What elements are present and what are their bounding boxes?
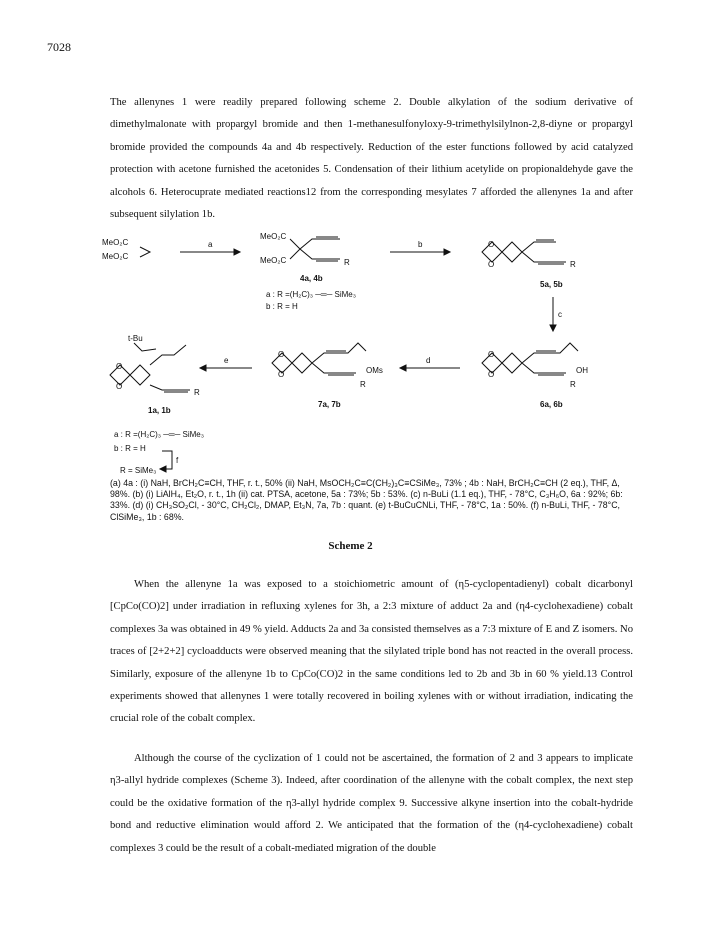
compound-5-label: 5a, 5b xyxy=(540,280,563,289)
arrow-b-label: b xyxy=(418,240,423,249)
arrow-d-head xyxy=(400,365,406,371)
compound-6-o-2: O xyxy=(488,370,495,379)
paragraph-mechanism xyxy=(110,748,633,860)
compound-6-oh: OH xyxy=(576,366,588,375)
compound-5-r: R xyxy=(570,260,576,269)
arrow-a-label: a xyxy=(208,240,213,249)
compound-4-r: R xyxy=(344,258,350,267)
compound-5-o-1: O xyxy=(488,240,495,249)
arrow-c-head xyxy=(550,325,556,331)
compound-4a-definition: a : R =(H₂C)₃ ─═─ SiMe₃ xyxy=(266,290,356,299)
compound-7-o-2: O xyxy=(278,370,285,379)
arrow-f-label: f xyxy=(176,456,179,465)
malonate-label-1: MeO₂C xyxy=(102,238,129,247)
arrow-e-label: e xyxy=(224,356,229,365)
compound-7-bonds xyxy=(272,343,366,373)
compound-1-o-2: O xyxy=(116,382,123,391)
compound-1a-definition: a : R =(H₂C)₃ ─═─ SiMe₃ xyxy=(114,430,204,439)
compound-1b-definition-2: R = SiMe₃ xyxy=(120,466,157,475)
malonate-label-2: MeO₂C xyxy=(102,252,129,261)
compound-7-o-1: O xyxy=(278,350,285,359)
compound-4-label-ester-1: MeO₂C xyxy=(260,232,287,241)
compound-6-o-1: O xyxy=(488,350,495,359)
compound-1-r: R xyxy=(194,388,200,397)
paragraph-mechanism-text: Although the course of the cyclization of 1 could not be ascertained, the formation of 2 and 3 appears to implicate η3-allyl hydride complexes (Scheme 3). Indeed, after coordination of the allenyne with the cobalt complex, the next step could be the oxidative formation of the η3-allyl hydride complex 9. Successive alkyne insertion into the cobalt-hydride bond and reductive elimination would afford 2. We anticipated that the formation of the (η4-cyclohexadiene) cobalt complexes 3 could be the result of a cobalt-mediated migration of the double xyxy=(110,753,633,854)
compound-6-bonds xyxy=(482,343,578,373)
compound-7-r: R xyxy=(360,380,366,389)
compound-1-label: 1a, 1b xyxy=(148,406,171,415)
compound-7-label: 7a, 7b xyxy=(318,400,341,409)
compound-7-oms: OMs xyxy=(366,366,383,375)
paragraph-intro: The allenynes 1 were readily prepared following scheme 2. Double alkylation of the sodium derivative of dimethylmalonate with propargyl bromide and then 1-methanesulfonyloxy-9-trimethylsilylnon-2,8-diyne or propargyl bromide provided the compounds 4a and 4b respectively. Reduction of the ester functions followed by acid catalyzed protection with acetone furnished the acetonides 5. Condensation of their lithium acetylide on propionaldehyde gave the alcohols 6. Heterocuprate mediated reactions12 from the corresponding mesylates 7 afforded the allenynes 1a and after subsequent silylation 1b. xyxy=(110,97,633,221)
tbu-bonds xyxy=(134,343,156,351)
arrow-b-head xyxy=(444,249,450,255)
compound-4b-definition: b : R = H xyxy=(266,302,298,311)
paragraph-results xyxy=(110,574,633,731)
arrow-a-head xyxy=(234,249,240,255)
paragraph-results-text: When the allenyne 1a was exposed to a stoichiometric amount of (η5-cyclopentadienyl) cobalt dicarbonyl [CpCo(CO)2] under irradiation in refluxing xylenes for 3h, a 2:3 mixture of adduct 2a and (η4-cyclohexadiene) cobalt complexes 3a was obtained in 49 % yield. Adducts 2a and 3a consisted themselves as a 7:3 mixture of E and Z isomers. No traces of [2+2+2] cycloadducts were observed meaning that the silylated triple bond has not reacted in the overall process. Similarly, exposure of the allenyne 1b to CpCo(CO)2 in the same conditions led to 2b and 3b in 60 % yield.13 Control experiments showed that allenynes 1 were totally recovered in boiling xylenes with or without irradiation, indicating the crucial role of the cobalt complex. xyxy=(110,579,633,725)
scheme-caption: (a) 4a : (i) NaH, BrCH₂C≡CH, THF, r. t., 50% (ii) NaH, MsOCH₂C≡C(CH₂)₃C≡CSiMe₃, 73% ; 4b : NaH, BrCH₂C≡CH (2 eq.), THF, Δ, 98%. (b) (i) LiAlH₄, Et₂O, r. t., 1h (ii) cat. PTSA, acetone, 5a : 73%; 5b : 53%. (c) n-BuLi (1.1 eq.), THF, - 78°C, C₃H₆O, 6a : 92%; 6b: 33%. (d) (i) CH₃SO₂Cl, - 30°C, CH₂Cl₂, DMAP, Et₃N, 7a, 7b : quant. (e) t-BuCuCNLi, THF, - 78°C, 1a : 50%. (f) n-BuLi, THF, - 78°C, ClSiMe₃, 1b : 68%. xyxy=(110,478,623,522)
arrow-d-label: d xyxy=(426,356,431,365)
compound-4-bonds xyxy=(290,239,340,259)
compound-1b-definition: b : R = H xyxy=(114,444,146,453)
arrow-e-head xyxy=(200,365,206,371)
compound-6-r: R xyxy=(570,380,576,389)
compound-1-tbu: t-Bu xyxy=(128,334,143,343)
compound-1-o-1: O xyxy=(116,362,123,371)
compound-4-label-ester-2: MeO₂C xyxy=(260,256,287,265)
arrow-c-label: c xyxy=(558,310,562,319)
scheme-title: Scheme 2 xyxy=(328,540,373,552)
malonate-bonds xyxy=(140,247,150,257)
arrow-f-head xyxy=(160,466,166,472)
page-number: 7028 xyxy=(47,40,71,54)
compound-4-label: 4a, 4b xyxy=(300,274,323,283)
compound-6-label: 6a, 6b xyxy=(540,400,563,409)
compound-5-bonds xyxy=(482,242,566,262)
compound-5-o-2: O xyxy=(488,260,495,269)
